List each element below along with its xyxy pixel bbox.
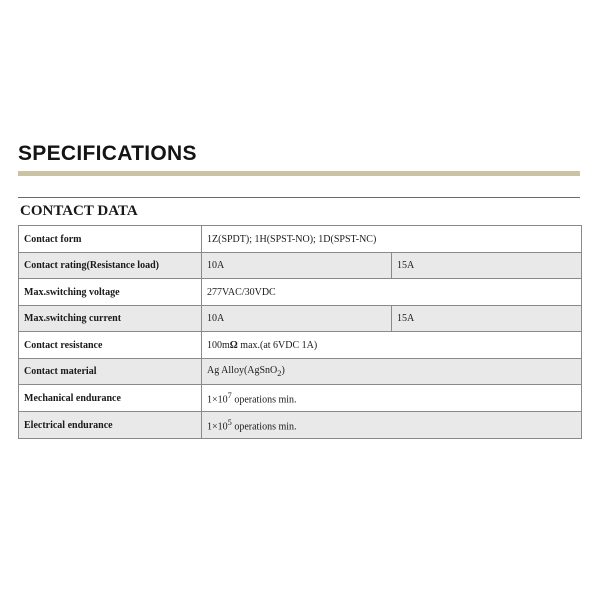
value-text: operations min. — [231, 421, 297, 433]
table-row-contact-rating — [19, 253, 582, 279]
row-value — [202, 359, 582, 385]
row-value: 277VAC/30VDC — [202, 279, 582, 306]
value-text: ) — [281, 365, 285, 376]
table-row-max-switching-voltage — [19, 279, 582, 306]
row-value — [202, 412, 582, 439]
value-subscript: 2 — [277, 369, 282, 378]
table-row-contact-material — [19, 359, 582, 385]
row-label: Electrical endurance — [19, 412, 202, 439]
row-value-15a: 15A — [392, 253, 582, 279]
row-label: Mechanical endurance — [19, 385, 202, 412]
row-label: Contact resistance — [19, 332, 202, 359]
value-text: Ag Alloy(AgSnO — [207, 365, 278, 376]
row-label: Contact material — [19, 359, 202, 385]
table-row-contact-resistance — [19, 332, 582, 359]
row-value-10a: 10A — [202, 253, 392, 279]
row-label: Contact rating(Resistance load) — [19, 253, 202, 279]
row-value: 1Z(SPDT); 1H(SPST-NO); 1D(SPST-NC) — [202, 226, 582, 253]
row-label: Max.switching voltage — [19, 279, 202, 306]
value-superscript: 7 — [227, 390, 232, 400]
table-row-electrical-endurance — [19, 412, 582, 439]
value-unit: Ω — [229, 339, 238, 351]
row-value-15a: 15A — [392, 306, 582, 332]
value-text: 100m — [207, 339, 230, 351]
row-label: Max.switching current — [19, 306, 202, 332]
section-divider — [18, 197, 580, 198]
row-value — [202, 385, 582, 412]
row-label: Contact form — [19, 226, 202, 253]
value-text: 1×10 — [207, 421, 228, 433]
title-divider — [18, 171, 580, 176]
value-text: 1×10 — [207, 394, 228, 406]
contact-data-table — [18, 225, 582, 439]
table-row-contact-form — [19, 226, 582, 253]
value-superscript: 5 — [227, 417, 232, 427]
value-text: operations min. — [231, 394, 297, 406]
table-row-mechanical-endurance — [19, 385, 582, 412]
row-value-10a: 10A — [202, 306, 392, 332]
value-text: max.(at 6VDC 1A) — [237, 339, 318, 351]
page-title: SPECIFICATIONS — [18, 142, 197, 165]
section-title: CONTACT DATA — [20, 203, 138, 219]
row-value — [202, 332, 582, 359]
table-row-max-switching-current — [19, 306, 582, 332]
